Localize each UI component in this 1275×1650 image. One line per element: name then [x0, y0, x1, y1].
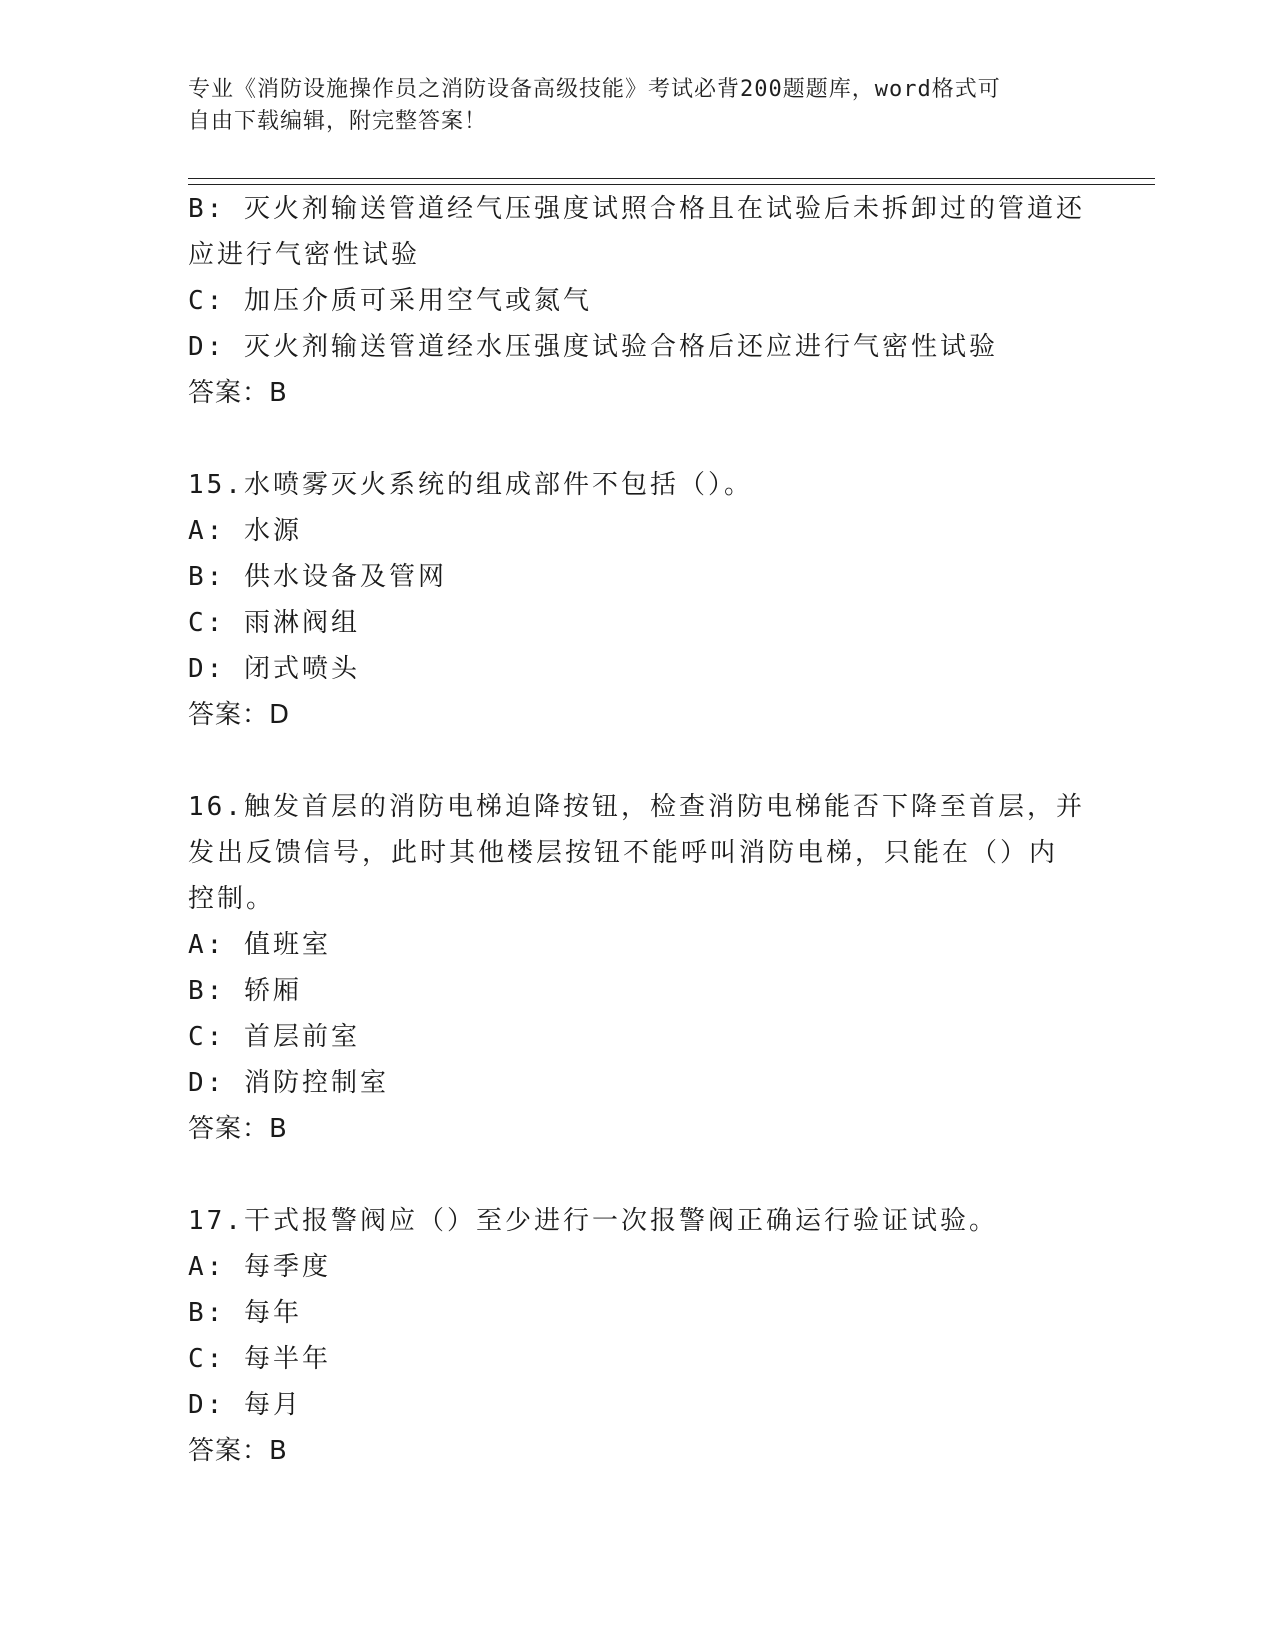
option-c: C: 首层前室: [188, 1022, 360, 1052]
question-content: [188, 186, 1088, 1474]
option-b: B: 轿厢: [188, 976, 302, 1006]
option-c: C: 加压介质可采用空气或氮气: [188, 286, 592, 316]
question-stem-line-1: 16.触发首层的消防电梯迫降按钮，检查消防电梯能否下降至首层，并: [188, 792, 1085, 822]
question-stem-line-3: 控制。: [188, 884, 276, 914]
header-divider-top: [188, 178, 1155, 179]
answer: 答案：B: [188, 1114, 288, 1144]
question-stem: 15.水喷雾灭火系统的组成部件不包括（）。: [188, 470, 753, 500]
option-a: A: 每季度: [188, 1252, 331, 1282]
option-b-continued: 应进行气密性试验: [188, 240, 421, 270]
question-17: [188, 1198, 1088, 1474]
option-d: D: 闭式喷头: [188, 654, 360, 684]
header-line-1: 专业《消防设施操作员之消防设备高级技能》考试必背200题题库，word格式可: [188, 77, 1001, 102]
answer: 答案：B: [188, 378, 288, 408]
question-stem: 17.干式报警阀应（）至少进行一次报警阀正确运行验证试验。: [188, 1206, 998, 1236]
option-d: D: 每月: [188, 1390, 302, 1420]
question-16: [188, 784, 1088, 1152]
option-c: C: 雨淋阀组: [188, 608, 360, 638]
answer: 答案：D: [188, 700, 291, 730]
option-b: B: 供水设备及管网: [188, 562, 447, 592]
header-divider-bottom: [188, 184, 1155, 185]
question-stem-line-2: 发出反馈信号，此时其他楼层按钮不能呼叫消防电梯，只能在（）内: [188, 838, 1059, 868]
question-15: [188, 462, 1088, 738]
option-b: B: 灭火剂输送管道经气压强度试照合格且在试验后未拆卸过的管道还: [188, 194, 1085, 224]
option-d: D: 消防控制室: [188, 1068, 389, 1098]
prev-question-block: [188, 186, 1088, 416]
option-b: B: 每年: [188, 1298, 302, 1328]
document-header: [188, 74, 1088, 138]
option-a: A: 值班室: [188, 930, 331, 960]
header-line-2: 自由下载编辑，附完整答案！: [188, 109, 488, 134]
option-d: D: 灭火剂输送管道经水压强度试验合格后还应进行气密性试验: [188, 332, 998, 362]
answer: 答案：B: [188, 1436, 288, 1466]
option-c: C: 每半年: [188, 1344, 331, 1374]
option-a: A: 水源: [188, 516, 302, 546]
